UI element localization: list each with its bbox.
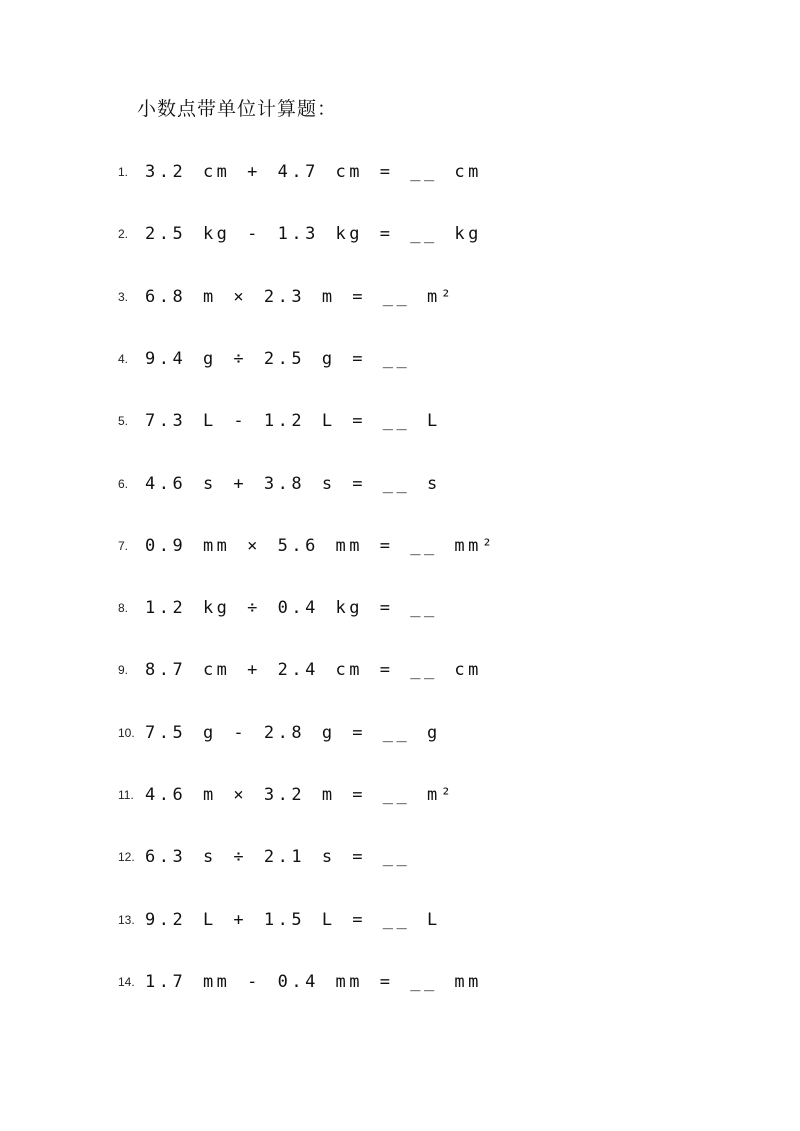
problem-number: 14.: [118, 974, 135, 989]
problem-item: [118, 220, 482, 248]
problem-expression: 7.5 g - 2.8 g = __ g: [145, 722, 441, 743]
problem-expression: 9.4 g ÷ 2.5 g = __: [145, 348, 411, 369]
problem-item: [118, 158, 482, 186]
problem-item: [118, 283, 454, 311]
problem-item: [118, 843, 410, 871]
problem-number: 7.: [118, 538, 129, 553]
problem-item: [118, 968, 482, 996]
problem-expression: 6.8 m × 2.3 m = __ m²: [145, 286, 455, 307]
problem-expression: 6.3 s ÷ 2.1 s = __: [145, 847, 411, 868]
problem-item: [118, 407, 441, 435]
problem-item: [118, 656, 482, 684]
problem-item: [118, 906, 441, 934]
problem-expression: 4.6 m × 3.2 m = __ m²: [145, 785, 455, 805]
problem-item: [118, 719, 441, 747]
problem-expression: 1.2 kg ÷ 0.4 kg = __: [145, 598, 438, 619]
problem-number: 6.: [118, 476, 129, 491]
problem-item: [118, 781, 454, 809]
problem-number: 5.: [118, 414, 129, 429]
problem-item: [118, 345, 410, 373]
problem-item: [118, 532, 496, 560]
problem-expression: 2.5 kg - 1.3 kg = __ kg: [145, 224, 482, 245]
problem-number: 8.: [118, 601, 129, 616]
problem-number: 10.: [118, 725, 135, 740]
problem-expression: 9.2 L + 1.5 L = __ L: [145, 909, 441, 930]
worksheet-title: 小数点带单位计算题：: [137, 98, 338, 120]
problem-number: 9.: [118, 663, 129, 678]
problem-expression: 7.3 L - 1.2 L = __ L: [145, 411, 441, 432]
problem-number: 3.: [118, 289, 129, 304]
problem-number: 13.: [118, 912, 135, 927]
problem-expression: 8.7 cm + 2.4 cm = __ cm: [145, 660, 482, 681]
problem-item: [118, 470, 441, 498]
problem-expression: 3.2 cm + 4.7 cm = __ cm: [145, 162, 482, 182]
problem-item: [118, 594, 438, 622]
problem-number: 1.: [118, 165, 129, 179]
problem-number: 12.: [118, 850, 135, 865]
problem-expression: 0.9 mm × 5.6 mm = __ mm²: [145, 535, 496, 556]
problem-number: 2.: [118, 227, 129, 242]
problem-number: 11.: [118, 788, 134, 802]
problem-expression: 4.6 s + 3.8 s = __ s: [145, 473, 441, 494]
problem-number: 4.: [118, 351, 129, 366]
problem-expression: 1.7 mm - 0.4 mm = __ mm: [145, 971, 482, 992]
